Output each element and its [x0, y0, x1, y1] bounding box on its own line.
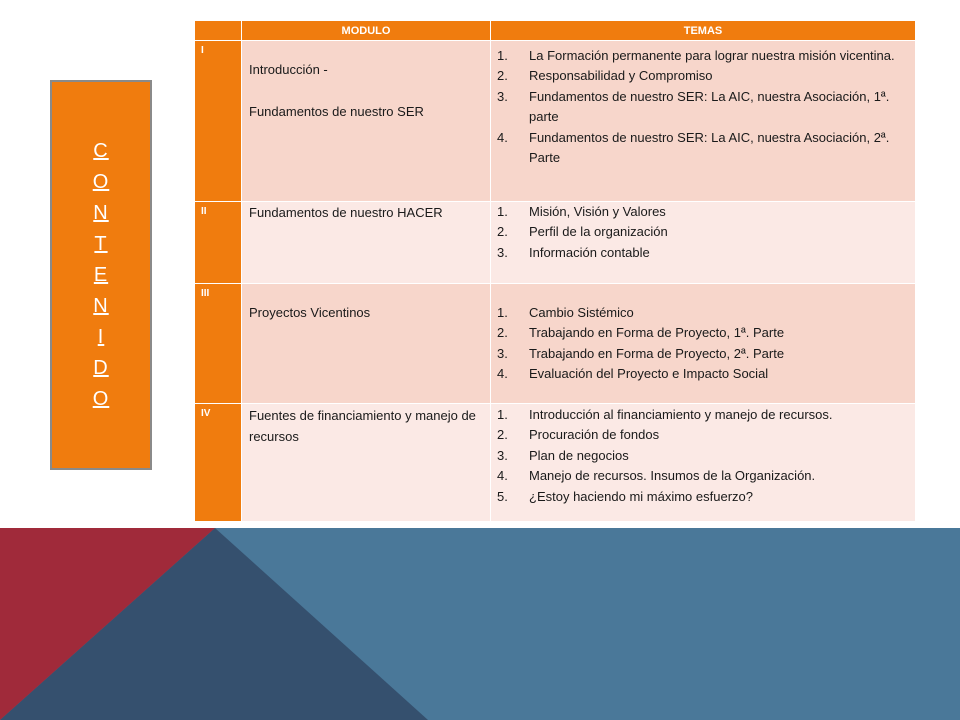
- side-label-letter: N: [93, 201, 109, 224]
- topic-number: 1.: [497, 407, 508, 422]
- module-number: II: [195, 202, 242, 284]
- topic-item: [497, 128, 905, 169]
- topic-item: [497, 487, 905, 507]
- side-label-letter: C: [93, 139, 109, 162]
- topic-item: [497, 466, 905, 486]
- module-name-cell: [242, 202, 491, 284]
- module-name-line: Fundamentos de nuestro SER: [249, 104, 424, 119]
- topic-number: 1.: [497, 305, 508, 320]
- topics-list: [491, 41, 915, 172]
- topic-number: 2.: [497, 68, 508, 84]
- table-header-row: [195, 21, 916, 41]
- topic-number: 5.: [497, 488, 508, 504]
- module-name-cell: [242, 41, 491, 202]
- topic-text: ¿Estoy haciendo mi máximo esfuerzo?: [529, 488, 753, 504]
- steel-blue-band: [0, 528, 960, 720]
- table-row-module-2: [195, 202, 916, 284]
- topic-item: [497, 202, 905, 222]
- side-label-letter: O: [92, 170, 110, 193]
- module-number: III: [195, 284, 242, 404]
- topic-item: [497, 364, 905, 384]
- module-name-cell: [242, 284, 491, 404]
- side-label-letter: O: [92, 387, 110, 410]
- topic-text: Cambio Sistémico: [529, 305, 634, 320]
- topic-item: [497, 87, 905, 128]
- table-row-module-1: [195, 41, 916, 202]
- module-number: IV: [195, 404, 242, 522]
- topic-item: [497, 46, 905, 66]
- topic-text: Responsabilidad y Compromiso: [529, 68, 713, 84]
- topic-text: Trabajando en Forma de Proyecto, 1ª. Parte: [529, 325, 785, 341]
- navy-triangle: [0, 528, 428, 720]
- topic-text: Procuración de fondos: [529, 427, 660, 443]
- topics-list: [491, 404, 915, 511]
- topic-text: Evaluación del Proyecto e Impacto Social: [529, 366, 769, 382]
- topic-text: La Formación permanente para lograr nuestra misión vicentina.: [529, 48, 895, 63]
- topic-item: [497, 323, 905, 343]
- module-number: I: [195, 41, 242, 202]
- topics-list: [491, 284, 915, 389]
- header-number: [195, 21, 242, 41]
- topic-number: 4.: [497, 366, 508, 382]
- module-name-cell: [242, 404, 491, 522]
- side-label-letter: D: [93, 356, 109, 379]
- topic-item: [497, 303, 905, 323]
- topic-text: Fundamentos de nuestro SER: La AIC, nuestra Asociación, 1ª. parte: [529, 88, 890, 125]
- topic-text: Manejo de recursos. Insumos de la Organización.: [529, 468, 816, 484]
- topic-number: 3.: [497, 447, 508, 463]
- topic-number: 1.: [497, 204, 508, 219]
- module-name-line: Proyectos Vicentinos: [249, 305, 371, 320]
- topic-item: [497, 344, 905, 364]
- topic-number: 4.: [497, 129, 508, 145]
- topic-number: 3.: [497, 244, 508, 260]
- topics-cell: [491, 404, 916, 522]
- topic-item: [497, 243, 905, 263]
- topic-item: [497, 446, 905, 466]
- topic-text: Introducción al financiamiento y manejo de recursos.: [529, 407, 833, 422]
- side-label-letter: I: [97, 325, 105, 348]
- topic-number: 2.: [497, 325, 508, 341]
- topic-text: Fundamentos de nuestro SER: La AIC, nuestra Asociación, 2ª. Parte: [529, 129, 890, 166]
- topics-cell: [491, 202, 916, 284]
- contenido-side-label: [50, 80, 152, 470]
- side-label-letter: T: [94, 232, 108, 255]
- topic-item: [497, 66, 905, 86]
- topic-item: [497, 405, 905, 425]
- side-label-letter: N: [93, 294, 109, 317]
- topic-number: 3.: [497, 88, 508, 104]
- topic-text: Trabajando en Forma de Proyecto, 2ª. Parte: [529, 345, 785, 361]
- topic-number: 2.: [497, 427, 508, 443]
- header-temas: TEMAS: [491, 21, 916, 41]
- topics-cell: [491, 284, 916, 404]
- side-label-letters: [93, 136, 110, 415]
- topic-item: [497, 222, 905, 242]
- topic-number: 2.: [497, 224, 508, 240]
- course-content-table: [194, 20, 916, 522]
- topics-cell: [491, 41, 916, 202]
- header-modulo: MODULO: [242, 21, 491, 41]
- topic-number: 4.: [497, 468, 508, 484]
- side-label-letter: E: [93, 263, 109, 286]
- topic-number: 1.: [497, 48, 508, 63]
- red-triangle: [0, 528, 215, 720]
- module-name-line: Fundamentos de nuestro HACER: [249, 205, 443, 220]
- topic-item: [497, 425, 905, 445]
- topic-number: 3.: [497, 345, 508, 361]
- module-name-line: Introducción -: [249, 62, 328, 77]
- module-name-line: Fuentes de financiamiento y manejo de recursos: [249, 408, 476, 444]
- topic-text: Misión, Visión y Valores: [529, 204, 666, 219]
- topics-list: [491, 202, 915, 267]
- topic-text: Perfil de la organización: [529, 224, 668, 240]
- topic-text: Plan de negocios: [529, 447, 629, 463]
- table-row-module-4: [195, 404, 916, 522]
- topic-text: Información contable: [529, 244, 650, 260]
- table-row-module-3: [195, 284, 916, 404]
